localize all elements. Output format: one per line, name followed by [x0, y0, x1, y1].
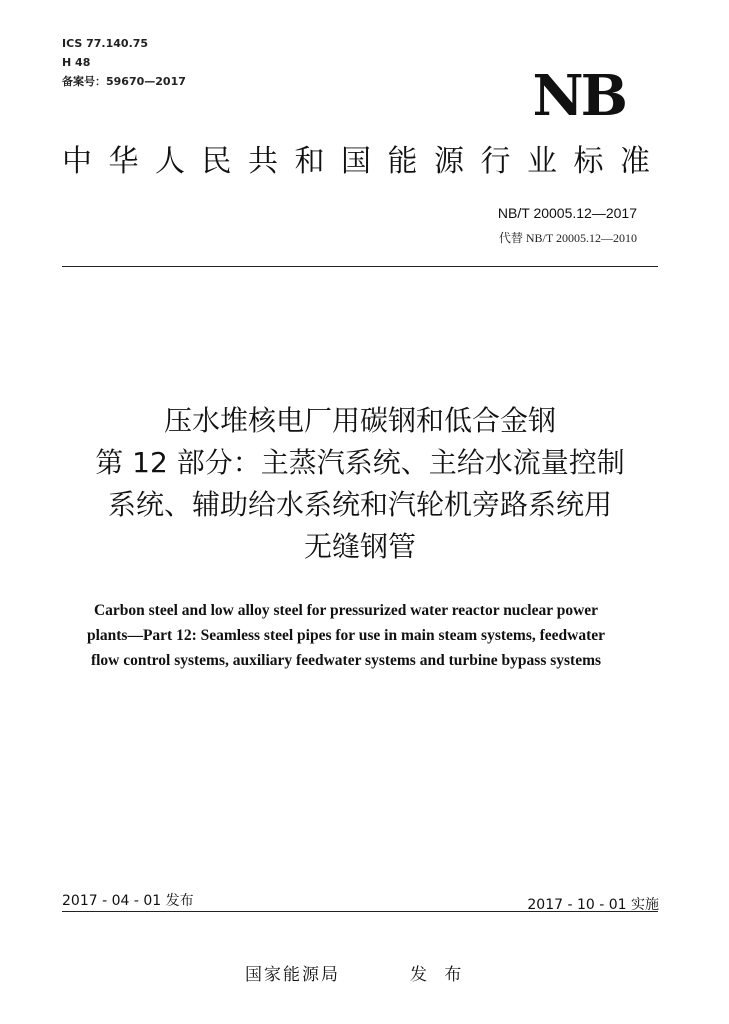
category-char: 人	[155, 144, 187, 179]
standard-category	[62, 145, 652, 179]
replaces-standard: 代替 NB/T 20005.12—2010	[498, 231, 637, 245]
category-char: 标	[573, 144, 606, 179]
ics-code: ICS 77.140.75	[62, 37, 149, 50]
publisher-name: 国家能源局	[245, 965, 340, 985]
chinese-title-line: 系统、辅助给水系统和汽轮机旁路系统用	[107, 488, 612, 521]
category-char: 共	[248, 144, 280, 179]
category-char: 华	[108, 144, 141, 179]
english-title-line: Carbon steel and low alloy steel for pressurized water reactor nuclear power	[93, 602, 599, 619]
top-divider	[62, 266, 658, 267]
english-title-line: flow control systems, auxiliary feedwater systems and turbine bypass systems	[90, 652, 602, 669]
standard-number: NB/T 20005.12—2017	[497, 205, 637, 221]
category-char: 和	[294, 144, 327, 179]
record-number: 备案号：59670—2017	[62, 75, 186, 88]
category-char: 源	[434, 144, 466, 179]
category-char: 民	[201, 144, 234, 179]
category-char: 国	[341, 144, 373, 179]
category-char: 准	[620, 144, 652, 179]
chinese-title-line: 无缝钢管	[303, 530, 416, 563]
english-title-line: plants—Part 12: Seamless steel pipes for use in main steam systems, feedwater	[86, 627, 606, 644]
chinese-title-line: 第 12 部分：主蒸汽系统、主给水流量控制	[95, 446, 625, 479]
meta-block	[62, 34, 186, 91]
classification-code: H 48	[62, 56, 91, 69]
category-char: 能	[387, 144, 420, 179]
english-title	[30, 598, 662, 673]
nb-logo: NB	[532, 63, 625, 129]
category-char: 中	[62, 144, 94, 179]
bottom-divider	[62, 911, 658, 912]
chinese-title-line: 压水堆核电厂用碳钢和低合金钢	[163, 404, 556, 437]
category-char: 业	[527, 144, 559, 179]
chinese-title	[40, 400, 680, 568]
publish-label: 发 布	[410, 965, 468, 985]
implementation-date: 2017 - 10 - 01 实施	[527, 897, 659, 913]
category-char: 行	[480, 144, 513, 179]
issue-date: 2017 - 04 - 01 发布	[62, 893, 194, 909]
